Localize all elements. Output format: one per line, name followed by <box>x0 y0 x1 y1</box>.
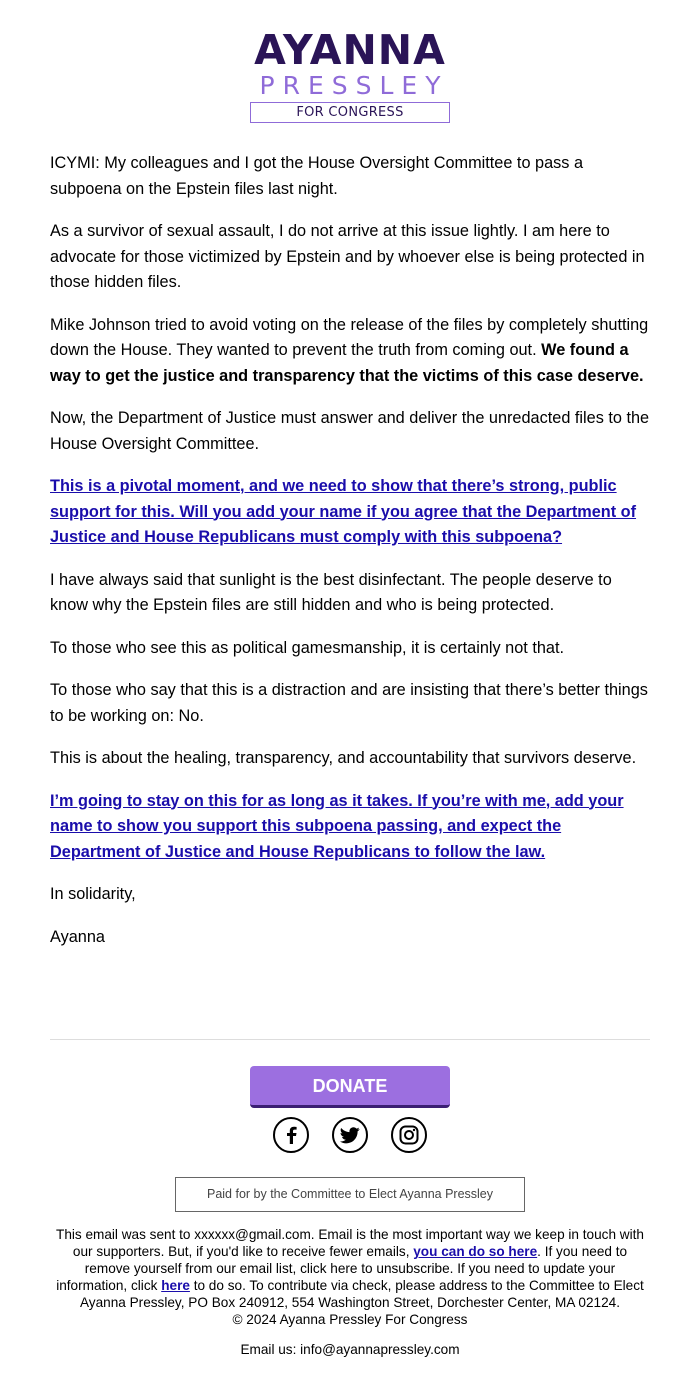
fewer-emails-link[interactable]: you can do so here <box>413 1244 538 1259</box>
facebook-icon[interactable] <box>273 1117 309 1153</box>
paragraph-healing: This is about the healing, transparency, and accountability that survivors deserve. <box>50 749 637 767</box>
paragraph-johnson-bold: We found a way to get the justice and transparency that the victims of this case deserve. <box>50 341 644 385</box>
cta-paragraph-2 <box>50 789 654 866</box>
add-name-link-1[interactable]: This is a pivotal moment, and we need to show that there’s strong, public support for this. Will you add your name if you agree that the Department of Justice and House Republicans must comply with this subpoena? <box>50 477 637 546</box>
logo-tagline: FOR CONGRESS <box>250 102 450 123</box>
instagram-icon[interactable] <box>391 1117 427 1153</box>
footer-text <box>50 1226 650 1328</box>
logo-surname: PRESSLEY <box>259 71 449 100</box>
cta-paragraph-1 <box>50 474 654 551</box>
paragraph-intro: ICYMI: My colleagues and I got the House Oversight Committee to pass a subpoena on the Epstein files last night. <box>50 154 584 198</box>
divider <box>50 1039 650 1040</box>
signature: Ayanna <box>50 927 105 946</box>
social-links <box>272 1117 428 1155</box>
signoff: In solidarity, <box>50 885 136 903</box>
paragraph-distraction: To those who say that this is a distraction and are insisting that there’s better things to be working on: No. <box>50 681 648 725</box>
footer-part-3: to do so. To contribute via check, please address to the Committee to Elect Ayanna Pressley, PO Box 240912, 554 Washington Street, Dorchester Center, MA 02124. <box>79 1278 644 1310</box>
campaign-logo[interactable] <box>250 28 450 123</box>
paragraph-johnson <box>50 313 654 390</box>
copyright: © 2024 Ayanna Pressley For Congress <box>232 1312 468 1327</box>
email-body <box>50 151 654 967</box>
paragraph-survivor: As a survivor of sexual assault, I do not arrive at this issue lightly. I am here to advocate for those victimized by Epstein and by whoever else is being protected in those hidden files. <box>50 222 645 291</box>
logo-name: AYANNA <box>254 26 446 74</box>
paragraph-johnson-text: Mike Johnson tried to avoid voting on the release of the files by completely shutting down the House. They wanted to prevent the truth from coming out. <box>50 315 649 359</box>
paragraph-sunlight: I have always said that sunlight is the best disinfectant. The people deserve to know why the Epstein files are still hidden and who is being protected. <box>50 570 612 614</box>
update-info-link[interactable]: here <box>161 1278 190 1293</box>
add-name-link-2[interactable]: I’m going to stay on this for as long as it takes. If you’re with me, add your name to show you support this subpoena passing, and expect the Department of Justice and House Republicans to follow the law. <box>50 791 624 861</box>
paid-for-disclaimer: Paid for by the Committee to Elect Ayanna Pressley <box>175 1177 525 1212</box>
paragraph-doj: Now, the Department of Justice must answer and deliver the unredacted files to the House Oversight Committee. <box>50 409 650 453</box>
contact-email: Email us: info@ayannapressley.com <box>240 1342 460 1357</box>
twitter-icon[interactable] <box>332 1117 368 1153</box>
donate-button[interactable]: DONATE <box>250 1066 450 1108</box>
paragraph-gamesmanship: To those who see this as political gamesmanship, it is certainly not that. <box>50 638 565 657</box>
footer-part-2: . If you need to remove yourself from our email list, click here to unsubscribe. If you need to update your information, click <box>56 1244 628 1293</box>
footer-part-1: This email was sent to xxxxxx@gmail.com. Email is the most important way we keep in touch with our supporters. But, if you'd like to receive fewer emails, <box>56 1227 644 1259</box>
